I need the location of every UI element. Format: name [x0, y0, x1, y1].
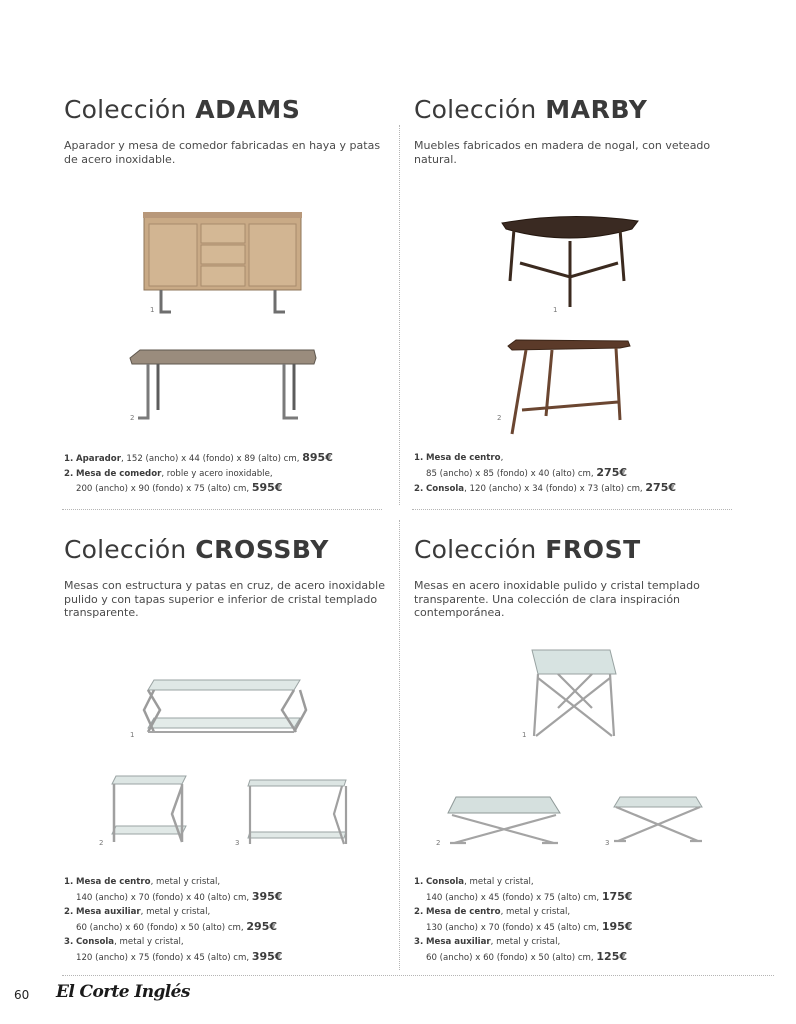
collection-title: Colección CROSSBY [64, 535, 329, 564]
image-number: 1 [150, 306, 155, 314]
crossby-coffee-table-image [140, 678, 308, 740]
horizontal-divider-left [62, 509, 382, 510]
collection-description: Mesas con estructura y patas en cruz, de acero inoxidable pulido y con tapas superior e inferior de cristal templado transparente. [64, 579, 385, 619]
frost-side-table-image [612, 795, 704, 847]
collection-title: Colección MARBY [414, 95, 648, 124]
image-number: 2 [436, 839, 441, 847]
list-item: 1. Consola, metal y cristal, [414, 877, 534, 887]
image-number: 3 [235, 839, 240, 847]
price: 195€ [601, 919, 633, 933]
image-number: 2 [497, 414, 502, 422]
adams-table-image [130, 350, 316, 424]
collection-adams [64, 93, 394, 166]
list-item-spec: 60 (ancho) x 60 (fondo) x 50 (alto) cm, 125€ [426, 949, 628, 963]
collection-title: Colección FROST [414, 535, 641, 564]
footer-divider [62, 975, 774, 976]
image-number: 3 [605, 839, 610, 847]
list-item-spec: 120 (ancho) x 75 (fondo) x 45 (alto) cm, 395€ [76, 949, 283, 963]
collection-description: Aparador y mesa de comedor fabricadas en haya y patas de acero inoxidable. [64, 139, 381, 166]
crossby-console-image [246, 778, 348, 850]
vertical-divider-top [399, 125, 400, 505]
marby-coffee-table-image [500, 215, 640, 315]
marby-console-image [508, 338, 632, 438]
list-item-spec: 140 (ancho) x 45 (fondo) x 75 (alto) cm, 175€ [426, 889, 633, 903]
brand-logo: El Corte Inglés [56, 982, 190, 1002]
list-item: 2. Mesa de centro, metal y cristal, [414, 907, 571, 917]
list-item: 1. Aparador, 152 (ancho) x 44 (fondo) x 89 (alto) cm, 895€ [64, 451, 333, 464]
list-item-spec: 60 (ancho) x 60 (fondo) x 50 (alto) cm, 295€ [76, 919, 278, 933]
image-number: 2 [130, 414, 135, 422]
image-number: 1 [553, 306, 558, 314]
price: 275€ [596, 465, 628, 479]
frost-coffee-table-image [446, 795, 562, 849]
price: 595€ [251, 481, 283, 494]
horizontal-divider-right [412, 509, 732, 510]
price: 295€ [246, 919, 278, 933]
collection-marby [414, 93, 744, 166]
image-number: 2 [99, 839, 104, 847]
price: 275€ [645, 481, 677, 494]
price: 895€ [302, 451, 333, 464]
list-item: 2. Consola, 120 (ancho) x 34 (fondo) x 73 (alto) cm, 275€ [414, 481, 677, 494]
image-number: 1 [522, 731, 527, 739]
vertical-divider-bottom [399, 520, 400, 970]
price: 395€ [251, 949, 283, 963]
adams-item-list [64, 451, 333, 497]
list-item-spec: 200 (ancho) x 90 (fondo) x 75 (alto) cm, 595€ [76, 481, 283, 494]
list-item-spec: 130 (ancho) x 70 (fondo) x 45 (alto) cm, 195€ [426, 919, 633, 933]
price: 175€ [601, 889, 633, 903]
page-number: 60 [14, 988, 30, 1002]
list-item: 1. Mesa de centro, metal y cristal, [64, 877, 221, 887]
list-item: 2. Mesa de comedor, roble y acero inoxidable, [64, 468, 273, 479]
collection-description: Mesas en acero inoxidable pulido y cristal templado transparente. Una colección de clara inspiración contemporánea. [414, 579, 700, 619]
frost-item-list [414, 875, 632, 965]
list-item-spec: 140 (ancho) x 70 (fondo) x 40 (alto) cm, 395€ [76, 889, 283, 903]
price: 395€ [251, 889, 283, 903]
list-item: 2. Mesa auxiliar, metal y cristal, [64, 907, 211, 917]
price: 125€ [596, 949, 628, 963]
marby-item-list [414, 451, 676, 497]
frost-console-image [526, 648, 618, 742]
collection-title: Colección ADAMS [64, 95, 301, 124]
image-number: 1 [130, 731, 135, 739]
list-item: 1. Mesa de centro, [414, 453, 504, 463]
list-item: 3. Consola, metal y cristal, [64, 937, 184, 947]
crossby-side-table-image [110, 772, 190, 848]
list-item: 3. Mesa auxiliar, metal y cristal, [414, 937, 561, 947]
list-item-spec: 85 (ancho) x 85 (fondo) x 40 (alto) cm, 275€ [426, 465, 628, 479]
collection-description: Muebles fabricados en madera de nogal, con veteado natural. [414, 139, 711, 166]
crossby-item-list [64, 875, 282, 965]
adams-sideboard-image [143, 212, 303, 314]
collection-crossby [64, 533, 394, 620]
collection-frost [414, 533, 744, 620]
